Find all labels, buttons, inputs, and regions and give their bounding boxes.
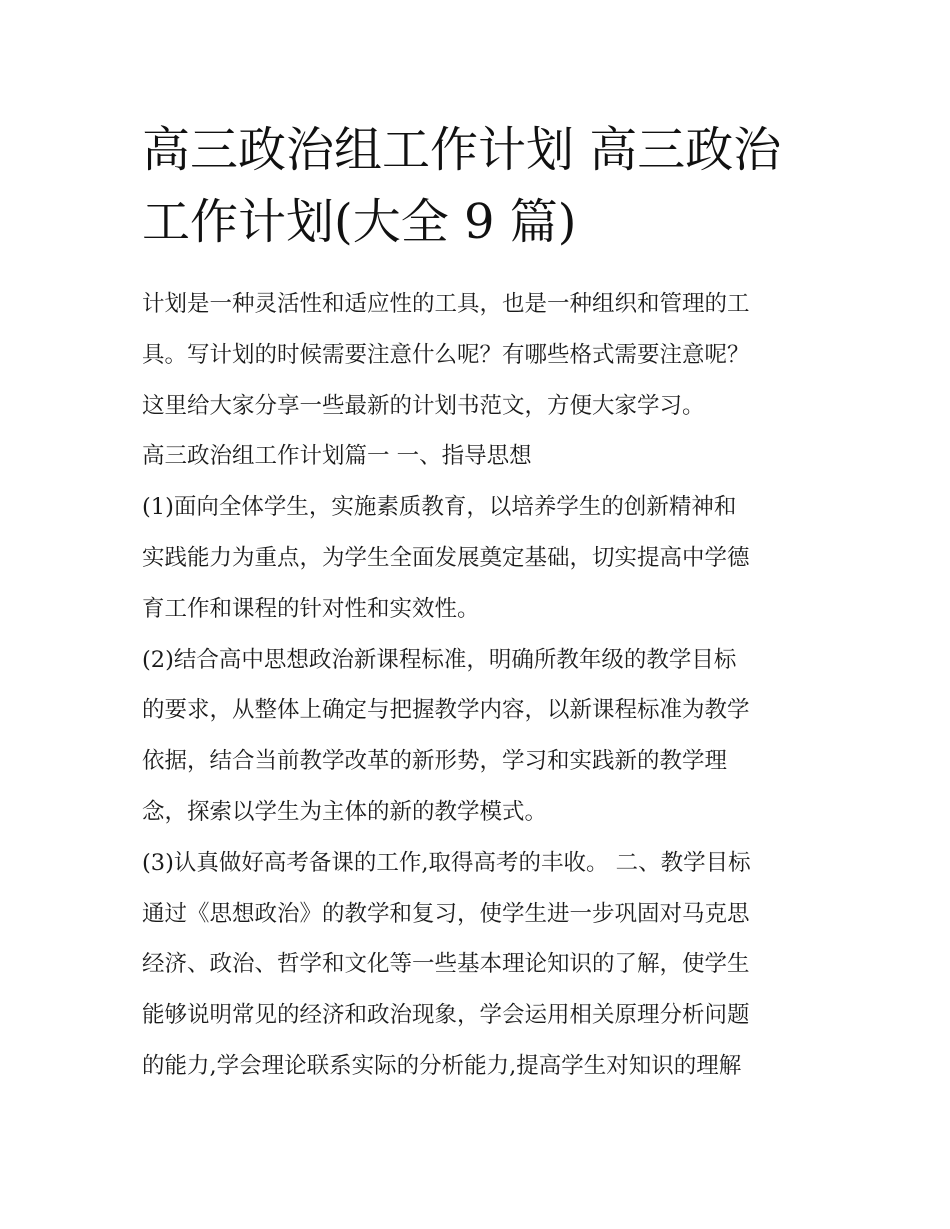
body-line: 具。写计划的时候需要注意什么呢？有哪些格式需要注意呢？ bbox=[142, 341, 750, 368]
document-title bbox=[142, 114, 842, 258]
title-line: 高三政治组工作计划 高三政治 bbox=[142, 122, 782, 178]
body-line: (2)结合高中思想政治新课程标准，明确所教年级的教学目标 bbox=[142, 646, 737, 673]
body-line: 的能力,学会理论联系实际的分析能力,提高学生对知识的理解 bbox=[142, 1052, 742, 1079]
body-line: 高三政治组工作计划篇一 一、指导思想 bbox=[142, 443, 532, 470]
body-line: 经济、政治、哲学和文化等一些基本理论知识的了解，使学生 bbox=[142, 951, 750, 978]
body-line: 计划是一种灵活性和适应性的工具，也是一种组织和管理的工 bbox=[142, 291, 750, 317]
body-line: 这里给大家分享一些最新的计划书范文，方便大家学习。 bbox=[142, 392, 705, 419]
body-line: (1)面向全体学生，实施素质教育，以培养学生的创新精神和 bbox=[142, 494, 737, 521]
body-line: 通过《思想政治》的教学和复习，使学生进一步巩固对马克思 bbox=[142, 900, 750, 927]
body-line: 育工作和课程的针对性和实效性。 bbox=[142, 595, 480, 622]
document-body bbox=[142, 279, 822, 1092]
body-line: 依据，结合当前教学改革的新形势，学习和实践新的教学理 bbox=[142, 748, 728, 775]
body-line: (3)认真做好高考备课的工作,取得高考的丰收。 二、教学目标 bbox=[142, 849, 751, 876]
body-line: 实践能力为重点，为学生全面发展奠定基础，切实提高中学德 bbox=[142, 544, 750, 571]
body-line: 的要求，从整体上确定与把握教学内容，以新课程标准为教学 bbox=[142, 697, 750, 724]
body-line: 念，探索以学生为主体的新的教学模式。 bbox=[142, 798, 548, 825]
body-line: 能够说明常见的经济和政治现象，学会运用相关原理分析问题 bbox=[142, 1002, 750, 1029]
title-line: 工作计划(大全 9 篇) bbox=[142, 194, 577, 250]
